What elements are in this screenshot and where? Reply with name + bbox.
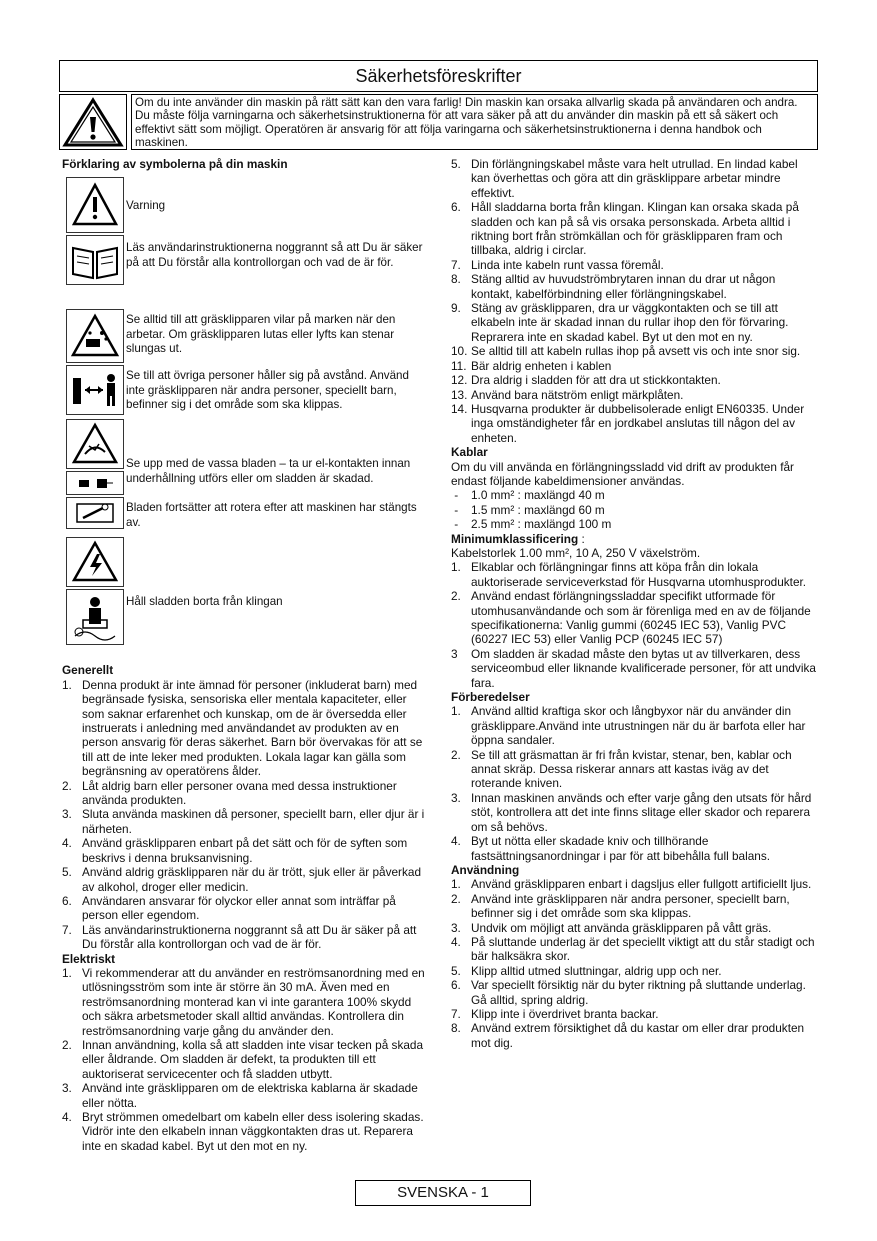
sharp-blades-icon xyxy=(66,419,124,469)
cables-heading: Kablar xyxy=(451,445,488,460)
symbol-group-cable xyxy=(62,537,430,655)
symbol-read-manual-text: Läs användarinstruktionerna noggrannt så att Du är säker på att Du förstår alla kontrollorgan och vad de är för. xyxy=(126,241,423,269)
list-item: 3. Sluta använda maskinen då personer, speciellt barn, eller djur är i närheten. xyxy=(62,807,425,836)
list-item: 2. Använd inte gräsklipparen när andra personer, speciellt barn, befinner sig i det område som ska klippas. xyxy=(451,891,790,921)
read-manual-icon xyxy=(66,235,124,285)
list-item: 14. Husqvarna produkter är dubbelisolerade enligt EN60335. Under inga omständigheter får en jordkabel anslutas till någon del av enheten. xyxy=(451,401,805,445)
unplug-icon xyxy=(66,471,124,495)
minimum-heading-suffix: : xyxy=(578,531,585,546)
symbols-heading: Förklaring av symbolerna på din maskin xyxy=(62,157,288,171)
list-item: 7. Linda inte kabeln runt vassa föremål. xyxy=(451,257,664,272)
preparation-heading: Förberedelser xyxy=(451,690,530,705)
usage-heading: Användning xyxy=(451,862,520,877)
minimum-heading-line xyxy=(451,532,819,546)
symbol-distance-text: Se till att övriga personer håller sig på avstånd. Använd inte gräsklipparen när andra personer, speciellt barn, befinner sig i det område som ska klippas. xyxy=(126,369,409,411)
list-item: 3 Om sladden är skadad måste den bytas ut av tillverkaren, dess serviceombud eller liknande kvalificerade personer, för att undvika fara. xyxy=(451,646,816,690)
symbol-group-warning xyxy=(62,171,430,299)
list-item: 1. Använd alltid kraftiga skor och långbyxor när du använder din gräsklippare.Använd inte utrustningen när du är barfota eller har öppna sandaler. xyxy=(451,704,806,748)
warning-icon xyxy=(66,177,124,233)
intro-text: Om du inte använder din maskin på rätt sätt kan den vara farlig! Din maskin kan orsaka allvarlig skada på användaren och andra. Du måste följa varningarna och säkerhetsinstruktionerna för att vara säker på att du använder din maskin på ett så säkert och effektivt sätt som möjligt. Operatören är ansvarig för att följa varingarna och säkerhetsinstruktionerna i denna handbok och maskinen. xyxy=(131,94,818,150)
symbol-warning-text: Varning xyxy=(126,199,166,213)
cable-away-from-blade-icon xyxy=(66,589,124,645)
list-item: - 1.5 mm² : maxlängd 60 m xyxy=(451,502,605,517)
right-column xyxy=(451,157,819,1050)
list-item: 9. Stäng av gräsklipparen, dra ur väggkontakten och se till att elkabeln inte är skadad innan du rullar ihop den för förvaring. Reprarera inte en skadad kabel. Byt ut den mot en ny. xyxy=(451,301,789,344)
list-item: 4. Bryt strömmen omedelbart om kabeln eller dess isolering skadas. Vidrör inte den elkabeln innan väggkontakten dras ut. Reparera inte en skadad kabel. Byt ut den mot en ny. xyxy=(62,1110,424,1153)
list-item: 1. Använd gräsklipparen enbart i dagsljus eller fullgott artificiellt ljus. xyxy=(451,877,812,892)
list-item: 13. Använd bara nätström enligt märkplåten. xyxy=(451,387,684,402)
list-item: 3. Undvik om möjligt att använda gräsklipparen på vått gräs. xyxy=(451,920,772,935)
page-footer: SVENSKA - 1 xyxy=(355,1180,531,1206)
symbol-group-blades xyxy=(62,419,430,535)
page-title: Säkerhetsföreskrifter xyxy=(59,60,818,92)
list-item: - 2.5 mm² : maxlängd 100 m xyxy=(451,517,612,532)
list-item: 6. Användaren ansvarar för olyckor eller annat som inträffar på person eller egendom. xyxy=(62,893,396,923)
list-item: 1. Elkablar och förlängningar finns att köpa från din lokala auktoriserade serviceverkstad för Husqvarna utomhusprodukter. xyxy=(451,560,807,589)
symbol-blades-text: Se upp med de vassa bladen – ta ur el-kontakten innan underhållning utförs eller om sladden är skadad. xyxy=(126,457,411,485)
symbol-group-stones xyxy=(62,309,430,419)
list-item: 11. Bär aldrig enheten i kablen xyxy=(451,358,612,373)
list-item: 3. Använd inte gräsklipparen om de elektriska kablarna är skadade eller nötta. xyxy=(62,1081,418,1110)
maintenance-icon xyxy=(66,497,124,529)
list-item: 2. Låt aldrig barn eller personer ovana med dessa instruktioner använda produkten. xyxy=(62,778,397,808)
list-item: 2. Se till att gräsmattan är fri från kvistar, stenar, ben, kablar och annat skräp. Dessa riskerar annars att kastas iväg av det roterande kniven. xyxy=(451,747,792,791)
usage-list xyxy=(451,877,819,1050)
warning-triangle-icon xyxy=(59,94,127,150)
general-list xyxy=(62,678,430,952)
general-heading: Generellt xyxy=(62,663,114,678)
list-item: 1. Denna produkt är inte ämnad för personer (inkluderat barn) med begränsade fysiska, sensoriska eller mentala kapaciteter, eller som saknar erfarenhet och kunskap, om de är översedda eller instruerats i anledning med användandet av produkten av en person ansvarig för deras säkerhet. Barn bör övervakas för att se till att de inte leker med produkten. Lokala lagar kan gälla som begränsning av operatörens ålder. xyxy=(62,677,423,779)
symbol-stones-text: Se alltid till att gräsklipparen vilar på marken när den arbetar. Om gräsklipparen lutas eller lyfts kan stenar slungas ut. xyxy=(126,313,396,355)
electric-shock-icon xyxy=(66,537,124,587)
symbol-blades-rotate-text: Bladen fortsätter att rotera efter att maskinen har stängts av. xyxy=(126,501,417,529)
list-item: 4. På sluttande underlag är det speciellt viktigt att du står stadigt och bär halksäkra skor. xyxy=(451,934,815,964)
intro-warning xyxy=(59,94,818,150)
electric-heading: Elektriskt xyxy=(62,951,116,966)
list-item: 12. Dra aldrig i sladden för att dra ut stickkontakten. xyxy=(451,373,721,388)
list-item: 6. Håll sladdarna borta från klingan. Klingan kan orsaka skada på sladden och kan på så vis orsaka personskada. Arbeta alltid i riktning bort från strömkällan och för gräsklipparen fram och tillbaka, aldrig i circlar. xyxy=(451,200,799,258)
thrown-objects-icon xyxy=(66,309,124,363)
preparation-list xyxy=(451,704,819,862)
electric-list-part2 xyxy=(451,157,819,445)
list-item: 4. Använd gräsklipparen enbart på det sätt och för de syften som beskrivs i denna bruksanvisning. xyxy=(62,836,408,865)
left-column xyxy=(62,157,430,1153)
list-item: 7. Läs användarinstruktionerna noggrannt så att Du är säker på att Du förstår alla kontrollorgan och vad de är för. xyxy=(62,922,417,952)
minimum-text: Kabelstorlek 1.00 mm², 10 A, 250 V växelström. xyxy=(451,545,701,560)
symbol-cable-text: Håll sladden borta från klingan xyxy=(126,595,283,609)
list-item: 5. Din förlängningskabel måste vara helt utrullad. En lindad kabel kan överhettas och göra att din gräsklippare arbetar mindre effektivt. xyxy=(451,157,798,200)
list-item: 4. Byt ut nötta eller skadade kniv och tillhörande fastsättningsanordningar i par för att bibehålla full balans. xyxy=(451,834,771,863)
list-item: 8. Stäng alltid av huvudströmbrytaren innan du drar ut någon kontakt, kabelförbindning eller förlängningskabel. xyxy=(451,272,776,301)
cable-sizes-list xyxy=(451,488,819,531)
list-item: 1. Vi rekommenderar att du använder en reströmsanordning med en utlösningsström som inte är större än 30 mA. Även med en reströmsanordning monterad kan vi inte garantera 100% skydd och säkra arbetsmetoder skall alltid användas. Kontrollera din reströmsanordning varje gång du använder den. xyxy=(62,965,425,1038)
cables-text: Om du vill använda en förlängningssladd vid drift av produkten får endast följande kabeldimensioner användas. xyxy=(451,459,794,488)
list-item: 8. Använd extrem försiktighet då du kastar om eller drar produkten mot dig. xyxy=(451,1021,805,1050)
list-item: 5. Klipp alltid utmed sluttningar, aldrig upp och ner. xyxy=(451,963,722,978)
electric-list-part1 xyxy=(62,966,430,1153)
list-item: 3. Innan maskinen används och efter varje gång den utsats för hård stöt, kontrollera att det inte finns slitage eller skador och reparera om så behövs. xyxy=(451,790,812,834)
list-item: - 1.0 mm² : maxlängd 40 m xyxy=(451,488,605,503)
keep-distance-icon xyxy=(66,365,124,415)
list-item: 2. Innan användning, kolla så att sladden inte visar tecken på skada eller åldrande. Om sladden är defekt, ta produkten till ett auktoriserat servicecenter och få sladden utbytt. xyxy=(62,1037,424,1081)
list-item: 6. Var speciellt försiktig när du byter riktning på sluttande underlag. Gå alltid, spring aldrig. xyxy=(451,978,806,1007)
list-item: 5. Använd aldrig gräsklipparen när du är trött, sjuk eller är påverkad av alkohol, droger eller medicin. xyxy=(62,865,422,894)
list-item: 2. Använd endast förlängningssladdar specifikt utformade för utomhusanvändande och som är förenliga med en av de följande specifikationerna: Vanlig gummi (60245 IEC 53), Vanlig PVC (60227 IEC 53) eller Vanlig PCP (60245 IEC 57) xyxy=(451,589,811,647)
minimum-list xyxy=(451,560,819,690)
minimum-heading: Minimumklassificering xyxy=(451,531,579,546)
list-item: 10. Se alltid till att kabeln rullas ihop på avsett vis och inte snor sig. xyxy=(451,344,801,359)
list-item: 7. Klipp inte i överdrivet branta backar. xyxy=(451,1006,659,1021)
